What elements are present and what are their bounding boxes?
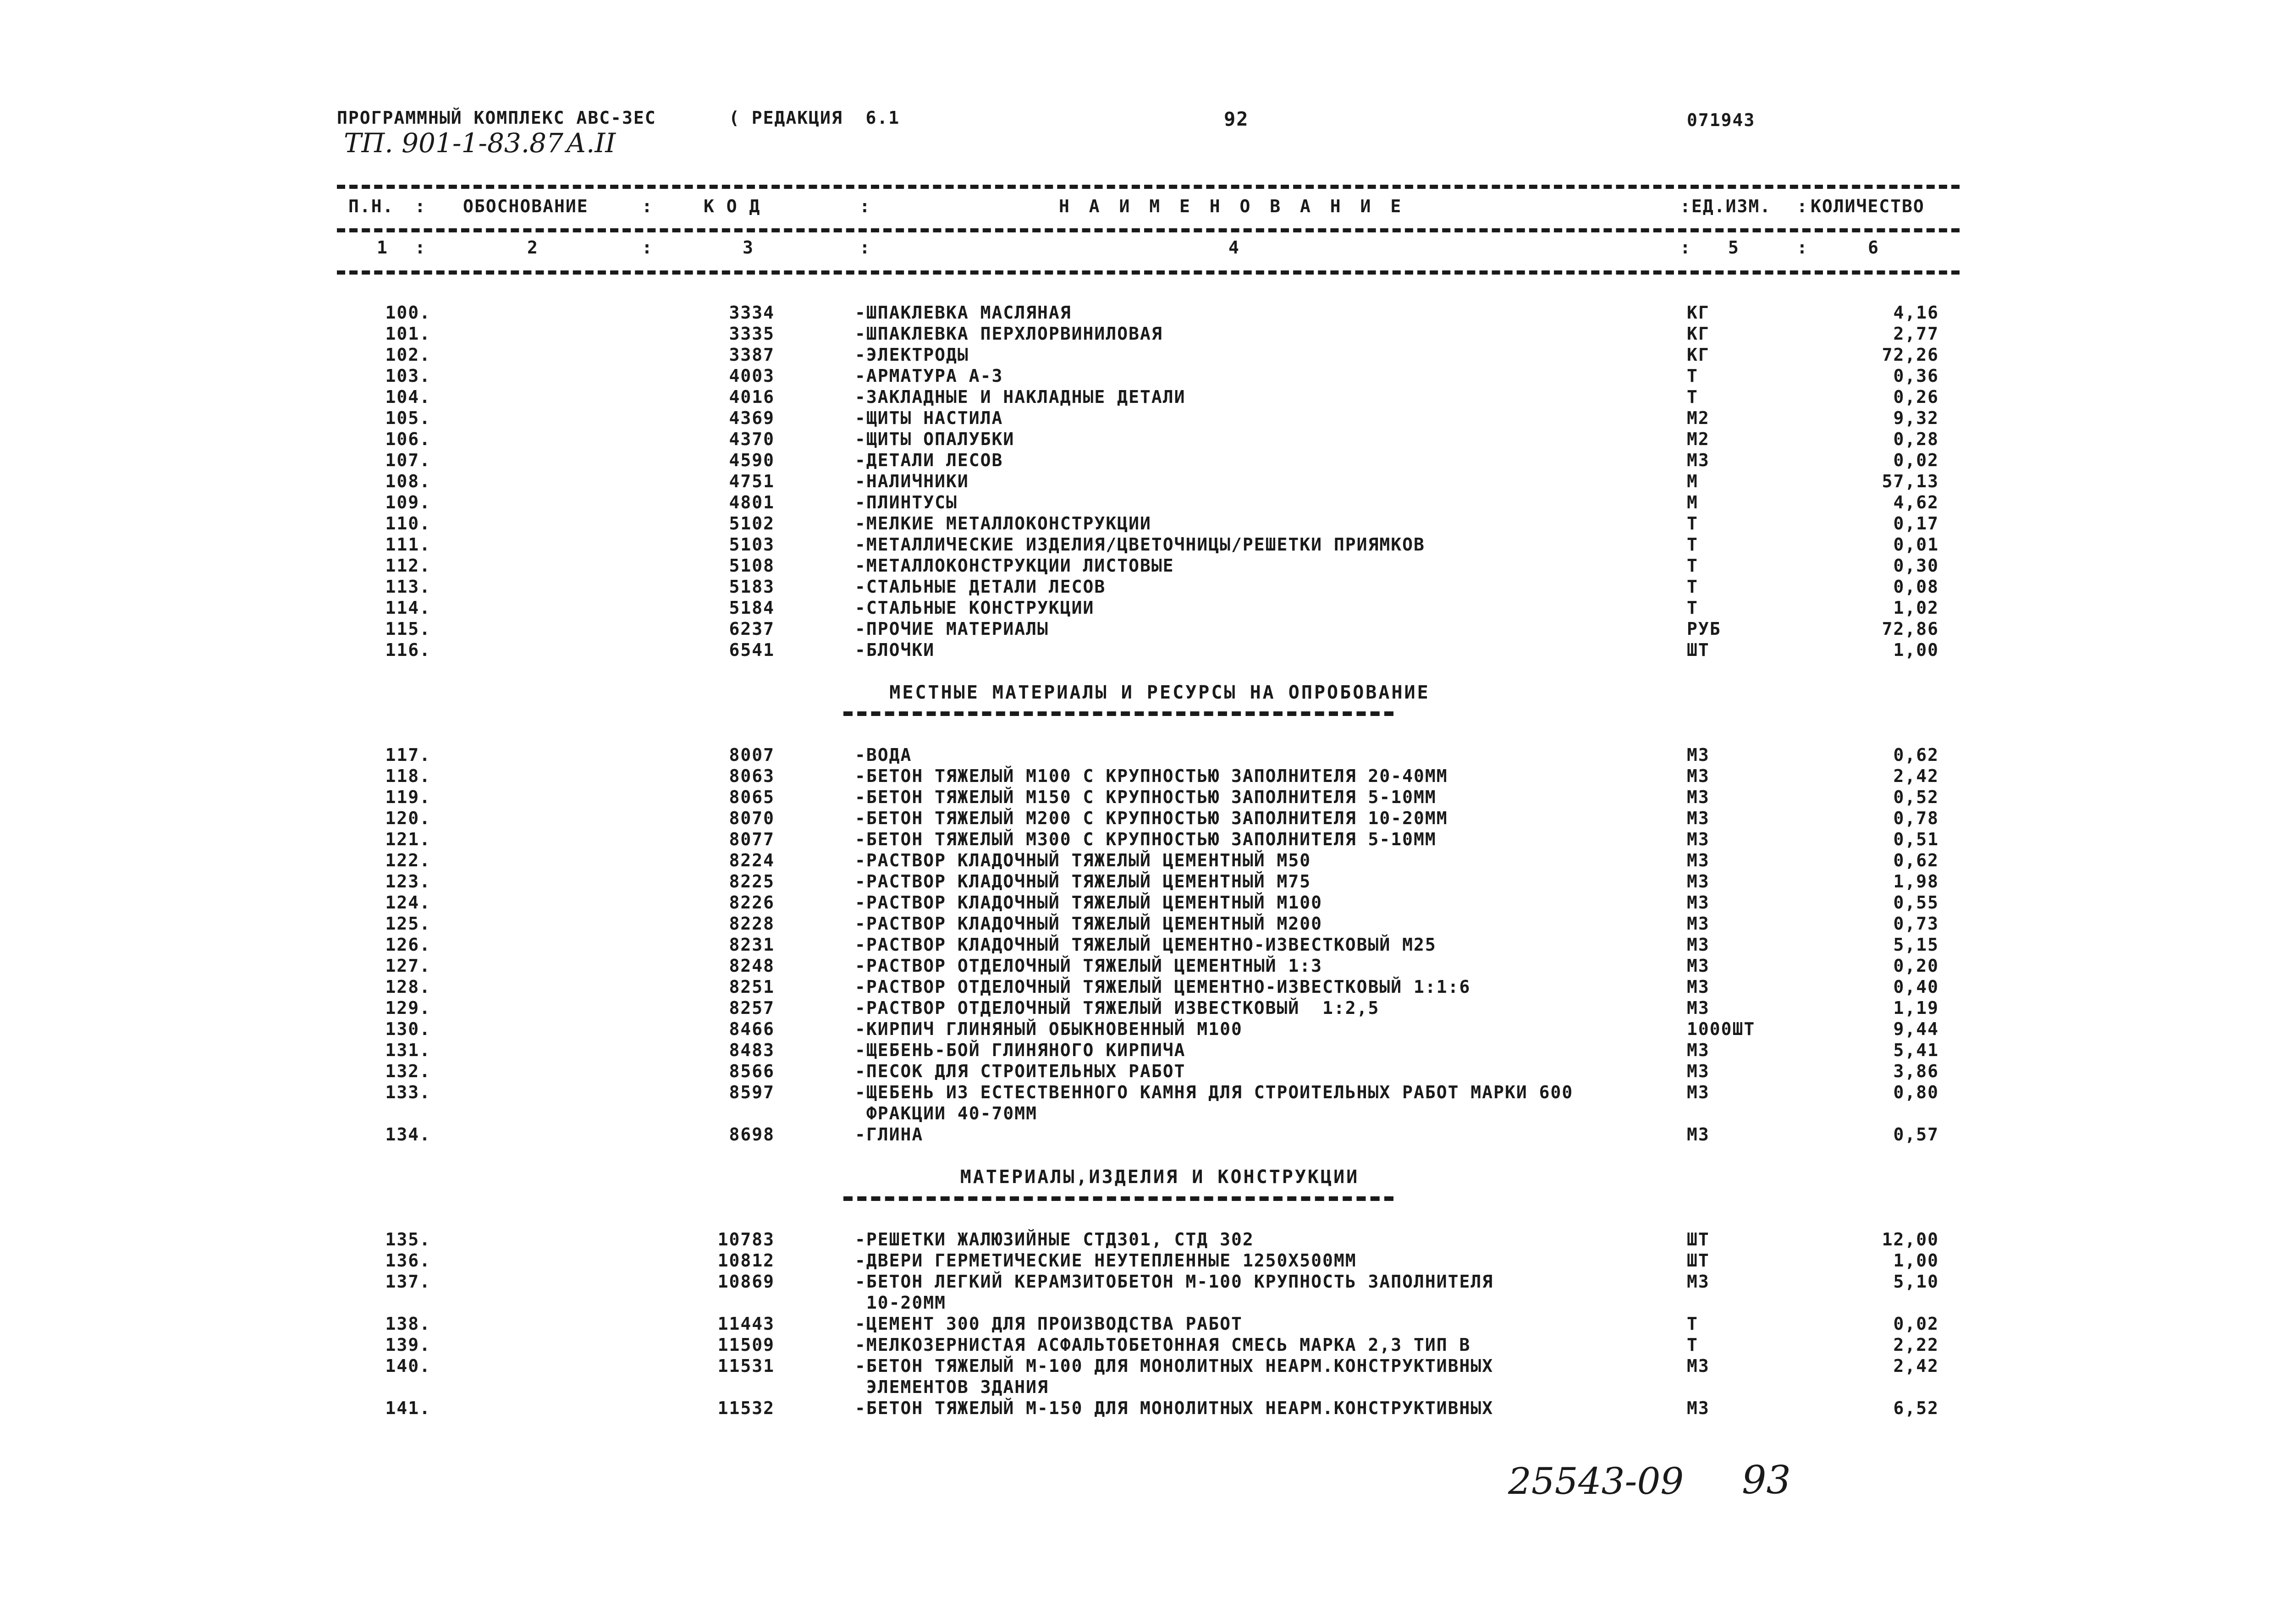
colnum-3: 3 — [743, 237, 754, 258]
row-code: 5183 — [729, 577, 775, 597]
row-code: 8065 — [729, 787, 775, 807]
row-name-continuation: 10-20ММ — [855, 1293, 947, 1313]
row-code: 8225 — [729, 871, 775, 892]
row-code: 5184 — [729, 598, 775, 618]
row-code: 11509 — [717, 1335, 775, 1355]
row-quantity: 2,42 — [1893, 1356, 1939, 1376]
row-unit: М3 — [1687, 745, 1710, 765]
row-number: 135. — [385, 1229, 431, 1250]
row-number: 140. — [385, 1356, 431, 1376]
row-number: 100. — [385, 303, 431, 323]
project-code-handwritten: ТП. 901-1-83.87 — [344, 127, 563, 159]
row-name-continuation: ЭЛЕМЕНТОВ ЗДАНИЯ — [855, 1377, 1049, 1397]
row-number: 120. — [385, 808, 431, 828]
row-unit: М — [1687, 471, 1698, 491]
row-number: 132. — [385, 1061, 431, 1081]
row-quantity: 0,36 — [1893, 366, 1939, 386]
row-quantity: 0,78 — [1893, 808, 1939, 828]
row-unit: Т — [1687, 513, 1698, 534]
row-quantity: 57,13 — [1882, 471, 1939, 491]
row-quantity: 1,02 — [1893, 598, 1939, 618]
row-name: -БЕТОН ТЯЖЕЛЫЙ М-150 ДЛЯ МОНОЛИТНЫХ НЕАРМ.КОНСТРУКТИВНЫХ — [855, 1398, 1494, 1418]
row-number: 127. — [385, 956, 431, 976]
section-materials: МАТЕРИАЛЫ,ИЗДЕЛИЯ И КОНСТРУКЦИИ — [960, 1167, 1360, 1188]
row-unit: М3 — [1687, 808, 1710, 828]
row-number: 124. — [385, 892, 431, 913]
row-number: 111. — [385, 534, 431, 555]
row-unit: М3 — [1687, 1272, 1710, 1292]
row-name: -БЕТОН ЛЕГКИЙ КЕРАМЗИТОБЕТОН М-100 КРУПНОСТЬ ЗАПОЛНИТЕЛЯ — [855, 1272, 1494, 1292]
row-quantity: 1,00 — [1893, 640, 1939, 660]
row-unit: Т — [1687, 577, 1698, 597]
row-quantity: 0,26 — [1893, 387, 1939, 407]
row-unit: М3 — [1687, 766, 1710, 786]
row-number: 118. — [385, 766, 431, 786]
row-number: 109. — [385, 492, 431, 512]
row-name: -РАСТВОР ОТДЕЛОЧНЫЙ ТЯЖЕЛЫЙ ЦЕМЕНТНЫЙ 1:3 — [855, 956, 1322, 976]
header-unit: ЕД.ИЗМ. — [1691, 196, 1772, 216]
row-quantity: 0,80 — [1893, 1082, 1939, 1102]
row-quantity: 0,01 — [1893, 534, 1939, 555]
row-quantity: 0,62 — [1893, 850, 1939, 870]
row-number: 110. — [385, 513, 431, 534]
row-unit: М2 — [1687, 408, 1710, 428]
row-name: -МЕТАЛЛОКОНСТРУКЦИИ ЛИСТОВЫЕ — [855, 556, 1174, 576]
row-unit: КГ — [1687, 324, 1710, 344]
row-number: 115. — [385, 619, 431, 639]
header-sep-4: : — [1680, 196, 1691, 216]
row-code: 3335 — [729, 324, 775, 344]
row-code: 5103 — [729, 534, 775, 555]
row-code: 5108 — [729, 556, 775, 576]
row-code: 8231 — [729, 935, 775, 955]
colnum-sep-5: : — [1797, 237, 1808, 258]
row-name: -ЭЛЕКТРОДЫ — [855, 345, 969, 365]
row-unit: КГ — [1687, 303, 1710, 323]
row-number: 131. — [385, 1040, 431, 1060]
row-name: -РАСТВОР КЛАДОЧНЫЙ ТЯЖЕЛЫЙ ЦЕМЕНТНО-ИЗВЕСТКОВЫЙ М25 — [855, 935, 1437, 955]
row-number: 138. — [385, 1314, 431, 1334]
row-unit: Т — [1687, 387, 1698, 407]
row-code: 8228 — [729, 914, 775, 934]
colnum-1: 1 — [377, 237, 388, 258]
row-name: -РАСТВОР КЛАДОЧНЫЙ ТЯЖЕЛЫЙ ЦЕМЕНТНЫЙ М75 — [855, 871, 1311, 892]
row-unit: ШТ — [1687, 1229, 1710, 1250]
row-number: 106. — [385, 429, 431, 449]
row-name: -ПЕСОК ДЛЯ СТРОИТЕЛЬНЫХ РАБОТ — [855, 1061, 1186, 1081]
row-unit: М3 — [1687, 850, 1710, 870]
row-unit: РУБ — [1687, 619, 1721, 639]
row-number: 105. — [385, 408, 431, 428]
page-number: 92 — [1224, 108, 1249, 130]
row-name: -НАЛИЧНИКИ — [855, 471, 969, 491]
row-code: 8251 — [729, 977, 775, 997]
row-code: 8007 — [729, 745, 775, 765]
row-name: -ПЛИНТУСЫ — [855, 492, 958, 512]
row-unit: М3 — [1687, 1040, 1710, 1060]
row-name: -РАСТВОР КЛАДОЧНЫЙ ТЯЖЕЛЫЙ ЦЕМЕНТНЫЙ М50 — [855, 850, 1311, 870]
row-code: 6541 — [729, 640, 775, 660]
row-name: -МЕЛКИЕ МЕТАЛЛОКОНСТРУКЦИИ — [855, 513, 1151, 534]
header-sep-3: : — [859, 196, 871, 216]
row-code: 8257 — [729, 998, 775, 1018]
colnum-4: 4 — [1228, 237, 1240, 258]
row-code: 10869 — [717, 1272, 775, 1292]
row-name: -МЕЛКОЗЕРНИСТАЯ АСФАЛЬТОБЕТОННАЯ СМЕСЬ МАРКА 2,3 ТИП В — [855, 1335, 1471, 1355]
row-unit: М3 — [1687, 829, 1710, 849]
row-name: -БЕТОН ТЯЖЕЛЫЙ М200 С КРУПНОСТЬЮ ЗАПОЛНИТЕЛЯ 10-20ММ — [855, 808, 1448, 828]
row-unit: М3 — [1687, 914, 1710, 934]
row-unit: М3 — [1687, 1082, 1710, 1102]
row-number: 117. — [385, 745, 431, 765]
row-quantity: 5,10 — [1893, 1272, 1939, 1292]
row-unit: 1000ШТ — [1687, 1019, 1756, 1039]
row-code: 8466 — [729, 1019, 775, 1039]
row-quantity: 0,02 — [1893, 1314, 1939, 1334]
header-pn: П.Н. — [348, 196, 394, 216]
edition-label: ( РЕДАКЦИЯ 6.1 — [729, 108, 900, 128]
row-code: 8483 — [729, 1040, 775, 1060]
row-name: -ЩИТЫ ОПАЛУБКИ — [855, 429, 1015, 449]
row-unit: Т — [1687, 534, 1698, 555]
document-number: 071943 — [1687, 110, 1756, 130]
row-number: 122. — [385, 850, 431, 870]
row-name: -РЕШЕТКИ ЖАЛЮЗИЙНЫЕ СТД301, СТД 302 — [855, 1229, 1254, 1250]
header-sep-1: : — [415, 196, 426, 216]
row-name: -БЛОЧКИ — [855, 640, 935, 660]
colnum-5: 5 — [1728, 237, 1740, 258]
row-number: 102. — [385, 345, 431, 365]
row-quantity: 4,62 — [1893, 492, 1939, 512]
row-unit: М — [1687, 492, 1698, 512]
row-name: -ВОДА — [855, 745, 912, 765]
row-name: -ДЕТАЛИ ЛЕСОВ — [855, 450, 1003, 470]
row-quantity: 0,55 — [1893, 892, 1939, 913]
row-unit: М3 — [1687, 450, 1710, 470]
row-unit: М3 — [1687, 1061, 1710, 1081]
row-number: 125. — [385, 914, 431, 934]
row-number: 121. — [385, 829, 431, 849]
row-unit: КГ — [1687, 345, 1710, 365]
row-name: -ЗАКЛАДНЫЕ И НАКЛАДНЫЕ ДЕТАЛИ — [855, 387, 1186, 407]
row-unit: М3 — [1687, 1356, 1710, 1376]
row-unit: М3 — [1687, 1124, 1710, 1145]
row-unit: М3 — [1687, 935, 1710, 955]
row-code: 8224 — [729, 850, 775, 870]
header-name: Н А И М Е Н О В А Н И Е — [1059, 196, 1406, 216]
row-quantity: 0,62 — [1893, 745, 1939, 765]
row-quantity: 5,41 — [1893, 1040, 1939, 1060]
row-number: 126. — [385, 935, 431, 955]
row-code: 5102 — [729, 513, 775, 534]
row-name: -ГЛИНА — [855, 1124, 924, 1145]
row-unit: М3 — [1687, 1398, 1710, 1418]
row-name: -РАСТВОР ОТДЕЛОЧНЫЙ ТЯЖЕЛЫЙ ИЗВЕСТКОВЫЙ 1:2,5 — [855, 998, 1380, 1018]
row-quantity: 72,26 — [1882, 345, 1939, 365]
row-number: 134. — [385, 1124, 431, 1145]
row-code: 8070 — [729, 808, 775, 828]
row-number: 107. — [385, 450, 431, 470]
row-quantity: 0,57 — [1893, 1124, 1939, 1145]
row-name: -РАСТВОР ОТДЕЛОЧНЫЙ ТЯЖЕЛЫЙ ЦЕМЕНТНО-ИЗВЕСТКОВЫЙ 1:1:6 — [855, 977, 1471, 997]
row-quantity: 1,00 — [1893, 1250, 1939, 1271]
row-code: 4370 — [729, 429, 775, 449]
row-unit: ШТ — [1687, 640, 1710, 660]
row-number: 113. — [385, 577, 431, 597]
row-code: 8226 — [729, 892, 775, 913]
row-name: -ЩЕБЕНЬ ИЗ ЕСТЕСТВЕННОГО КАМНЯ ДЛЯ СТРОИТЕЛЬНЫХ РАБОТ МАРКИ 600 — [855, 1082, 1574, 1102]
row-code: 8698 — [729, 1124, 775, 1145]
row-code: 8566 — [729, 1061, 775, 1081]
row-number: 139. — [385, 1335, 431, 1355]
row-number: 116. — [385, 640, 431, 660]
row-number: 129. — [385, 998, 431, 1018]
row-code: 8597 — [729, 1082, 775, 1102]
row-quantity: 0,02 — [1893, 450, 1939, 470]
row-name: -ДВЕРИ ГЕРМЕТИЧЕСКИЕ НЕУТЕПЛЕННЫЕ 1250Х500ММ — [855, 1250, 1357, 1271]
row-number: 133. — [385, 1082, 431, 1102]
row-quantity: 0,30 — [1893, 556, 1939, 576]
row-quantity: 0,08 — [1893, 577, 1939, 597]
row-name: -МЕТАЛЛИЧЕСКИЕ ИЗДЕЛИЯ/ЦВЕТОЧНИЦЫ/РЕШЕТКИ ПРИЯМКОВ — [855, 534, 1425, 555]
row-quantity: 2,22 — [1893, 1335, 1939, 1355]
row-quantity: 5,15 — [1893, 935, 1939, 955]
row-code: 6237 — [729, 619, 775, 639]
row-code: 8077 — [729, 829, 775, 849]
row-name: -ЩЕБЕНЬ-БОЙ ГЛИНЯНОГО КИРПИЧА — [855, 1040, 1186, 1060]
row-number: 123. — [385, 871, 431, 892]
row-code: 8248 — [729, 956, 775, 976]
row-number: 137. — [385, 1272, 431, 1292]
header-sep-5: : — [1797, 196, 1808, 216]
row-unit: М3 — [1687, 871, 1710, 892]
row-quantity: 0,51 — [1893, 829, 1939, 849]
row-code: 11531 — [717, 1356, 775, 1376]
row-quantity: 2,42 — [1893, 766, 1939, 786]
row-number: 128. — [385, 977, 431, 997]
row-code: 3387 — [729, 345, 775, 365]
row-unit: Т — [1687, 1335, 1698, 1355]
header-qty: КОЛИЧЕСТВО — [1811, 196, 1925, 216]
row-quantity: 3,86 — [1893, 1061, 1939, 1081]
row-name-continuation: ФРАКЦИИ 40-70ММ — [855, 1103, 1038, 1123]
row-number: 103. — [385, 366, 431, 386]
row-name: -БЕТОН ТЯЖЕЛЫЙ М-100 ДЛЯ МОНОЛИТНЫХ НЕАРМ.КОНСТРУКТИВНЫХ — [855, 1356, 1494, 1376]
row-unit: Т — [1687, 598, 1698, 618]
row-code: 3334 — [729, 303, 775, 323]
row-code: 8063 — [729, 766, 775, 786]
row-quantity: 4,16 — [1893, 303, 1939, 323]
colnum-sep-2: : — [642, 237, 653, 258]
row-quantity: 6,52 — [1893, 1398, 1939, 1418]
program-title: ПРОГРАММНЫЙ КОМПЛЕКС АВС-3ЕС — [337, 108, 656, 128]
row-unit: М3 — [1687, 892, 1710, 913]
colnum-sep-4: : — [1680, 237, 1691, 258]
row-name: -АРМАТУРА А-3 — [855, 366, 1003, 386]
row-number: 108. — [385, 471, 431, 491]
row-number: 141. — [385, 1398, 431, 1418]
row-code: 11532 — [717, 1398, 775, 1418]
row-quantity: 0,73 — [1893, 914, 1939, 934]
album-handwritten: А.II — [566, 127, 616, 159]
row-name: -СТАЛЬНЫЕ ДЕТАЛИ ЛЕСОВ — [855, 577, 1106, 597]
row-quantity: 12,00 — [1882, 1229, 1939, 1250]
row-number: 112. — [385, 556, 431, 576]
row-quantity: 9,32 — [1893, 408, 1939, 428]
row-name: -БЕТОН ТЯЖЕЛЫЙ М300 С КРУПНОСТЬЮ ЗАПОЛНИТЕЛЯ 5-10ММ — [855, 829, 1437, 849]
row-code: 4590 — [729, 450, 775, 470]
row-name: -ШПАКЛЕВКА ПЕРХЛОРВИНИЛОВАЯ — [855, 324, 1163, 344]
header-basis: ОБОСНОВАНИЕ — [463, 196, 589, 216]
row-code: 4003 — [729, 366, 775, 386]
row-quantity: 0,40 — [1893, 977, 1939, 997]
row-code: 10812 — [717, 1250, 775, 1271]
row-code: 10783 — [717, 1229, 775, 1250]
row-unit: Т — [1687, 556, 1698, 576]
row-name: -РАСТВОР КЛАДОЧНЫЙ ТЯЖЕЛЫЙ ЦЕМЕНТНЫЙ М100 — [855, 892, 1322, 913]
row-unit: Т — [1687, 366, 1698, 386]
handwritten-archive-number: 25543-09 — [1508, 1460, 1684, 1503]
row-number: 136. — [385, 1250, 431, 1271]
row-name: -СТАЛЬНЫЕ КОНСТРУКЦИИ — [855, 598, 1095, 618]
row-number: 104. — [385, 387, 431, 407]
row-name: -БЕТОН ТЯЖЕЛЫЙ М150 С КРУПНОСТЬЮ ЗАПОЛНИТЕЛЯ 5-10ММ — [855, 787, 1437, 807]
row-code: 4016 — [729, 387, 775, 407]
row-quantity: 72,86 — [1882, 619, 1939, 639]
row-code: 4751 — [729, 471, 775, 491]
row-number: 114. — [385, 598, 431, 618]
row-quantity: 0,52 — [1893, 787, 1939, 807]
row-code: 11443 — [717, 1314, 775, 1334]
row-name: -КИРПИЧ ГЛИНЯНЫЙ ОБЫКНОВЕННЫЙ М100 — [855, 1019, 1243, 1039]
row-number: 130. — [385, 1019, 431, 1039]
row-quantity: 2,77 — [1893, 324, 1939, 344]
row-name: -ПРОЧИЕ МАТЕРИАЛЫ — [855, 619, 1049, 639]
row-code: 4369 — [729, 408, 775, 428]
section-local-materials: МЕСТНЫЕ МАТЕРИАЛЫ И РЕСУРСЫ НА ОПРОБОВАНИЕ — [889, 682, 1430, 703]
row-quantity: 1,19 — [1893, 998, 1939, 1018]
row-number: 101. — [385, 324, 431, 344]
row-number: 119. — [385, 787, 431, 807]
colnum-sep-1: : — [415, 237, 426, 258]
row-code: 4801 — [729, 492, 775, 512]
header-sep-2: : — [642, 196, 653, 216]
row-unit: Т — [1687, 1314, 1698, 1334]
row-unit: М3 — [1687, 787, 1710, 807]
row-name: -БЕТОН ТЯЖЕЛЫЙ М100 С КРУПНОСТЬЮ ЗАПОЛНИТЕЛЯ 20-40ММ — [855, 766, 1448, 786]
handwritten-page-number: 93 — [1742, 1458, 1791, 1503]
row-name: -ЩИТЫ НАСТИЛА — [855, 408, 1003, 428]
row-unit: М2 — [1687, 429, 1710, 449]
row-quantity: 0,17 — [1893, 513, 1939, 534]
row-name: -ШПАКЛЕВКА МАСЛЯНАЯ — [855, 303, 1072, 323]
row-unit: ШТ — [1687, 1250, 1710, 1271]
colnum-6: 6 — [1868, 237, 1879, 258]
row-name: -ЦЕМЕНТ 300 ДЛЯ ПРОИЗВОДСТВА РАБОТ — [855, 1314, 1243, 1334]
row-quantity: 0,28 — [1893, 429, 1939, 449]
row-name: -РАСТВОР КЛАДОЧНЫЙ ТЯЖЕЛЫЙ ЦЕМЕНТНЫЙ М200 — [855, 914, 1322, 934]
header-code: К О Д — [704, 196, 761, 216]
colnum-sep-3: : — [859, 237, 871, 258]
row-unit: М3 — [1687, 956, 1710, 976]
row-quantity: 9,44 — [1893, 1019, 1939, 1039]
row-quantity: 1,98 — [1893, 871, 1939, 892]
row-unit: М3 — [1687, 998, 1710, 1018]
row-quantity: 0,20 — [1893, 956, 1939, 976]
row-unit: М3 — [1687, 977, 1710, 997]
colnum-2: 2 — [527, 237, 539, 258]
